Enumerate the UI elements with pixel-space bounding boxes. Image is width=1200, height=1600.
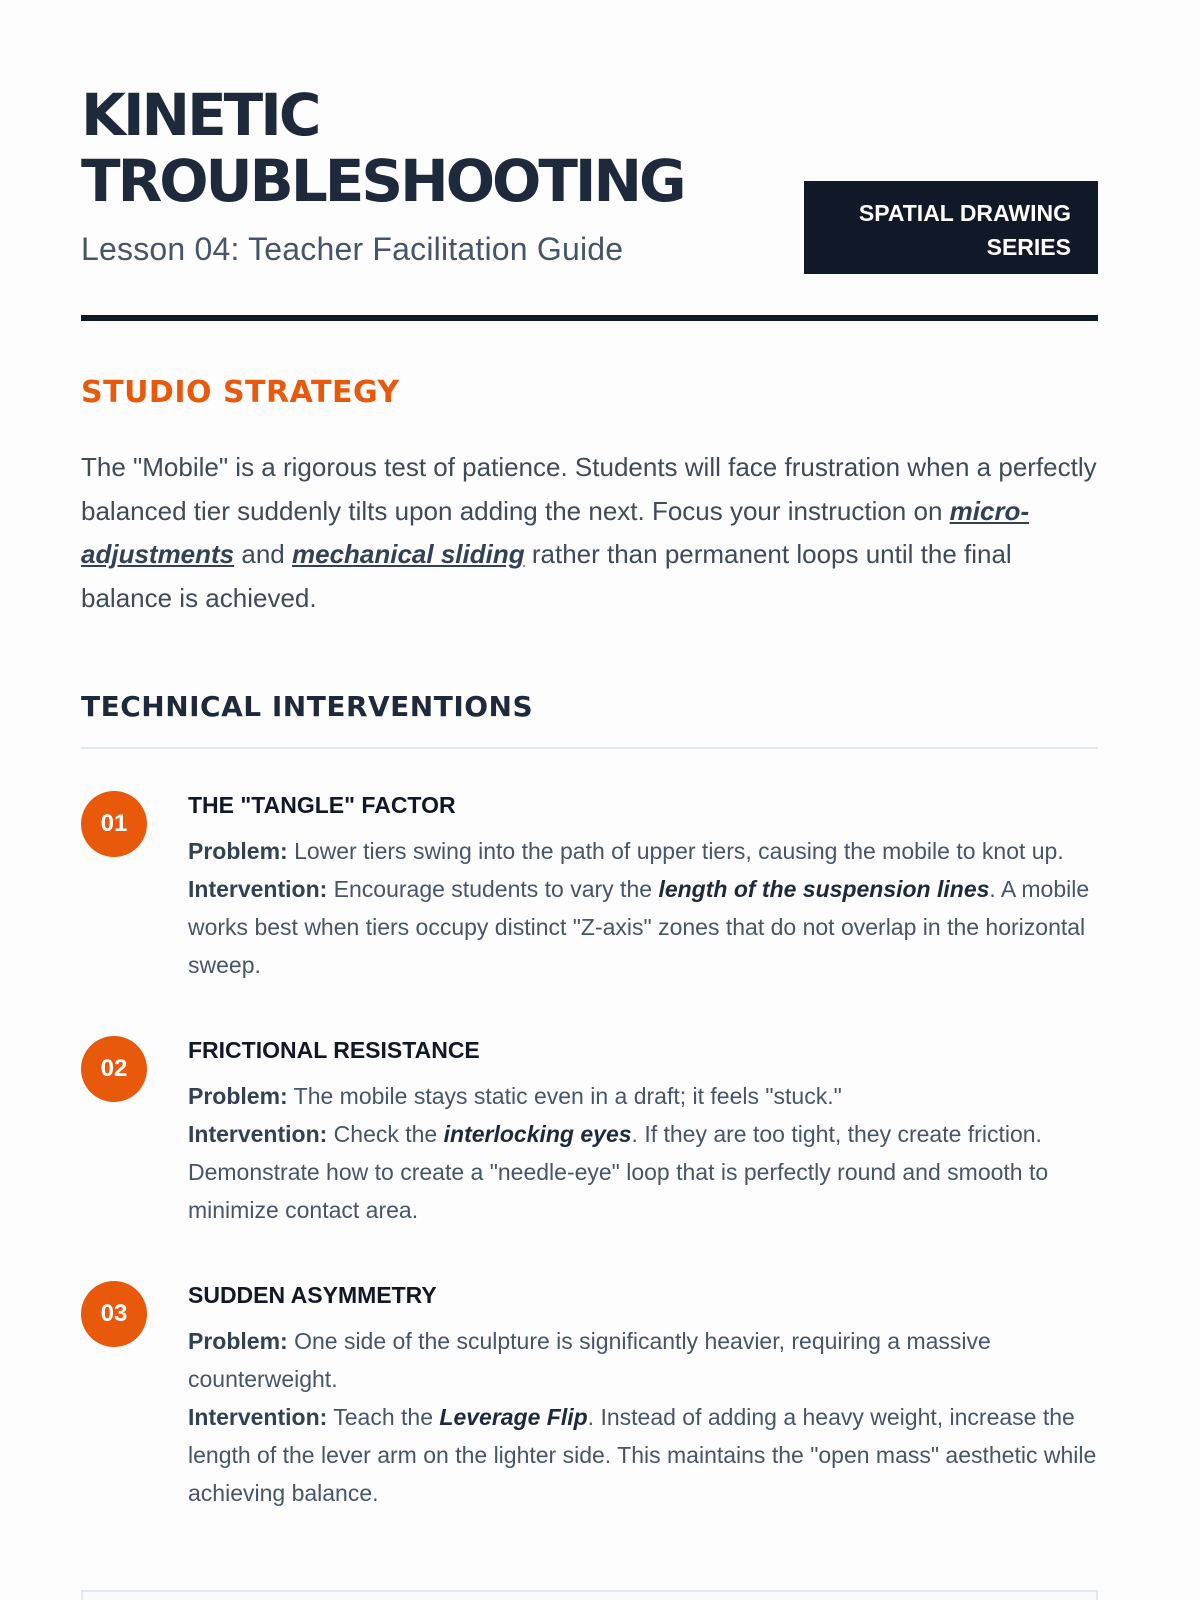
number-badge: 02 [81,1036,147,1102]
studio-strategy-text [81,446,1101,620]
title-line-2: TROUBLESHOOTING [81,147,684,215]
intervention-line [188,870,1121,984]
intervention-item [81,1280,1121,1540]
number-badge: 03 [81,1281,147,1347]
intervention-title: THE "TANGLE" FACTOR [188,792,456,818]
intervention-text-after: . A mobile works best when tiers occupy distinct "Z-axis" zones that do not overlap in the horizontal sweep. [188,876,1090,978]
intervention-highlight: length of the suspension lines [658,876,990,902]
series-badge-line-1: SPATIAL DRAWING [858,200,1071,226]
lesson-subtitle: Lesson 04: Teacher Facilitation Guide [81,231,624,267]
intervention-line [188,1115,1121,1229]
interventions-list [81,790,1121,1540]
intervention-text-before: Check the [327,1121,444,1147]
title-line-1: KINETIC [81,81,319,149]
intervention-label: Intervention: [188,876,328,902]
problem-text: One side of the sculpture is significantly heavier, requiring a massive counterweight. [188,1328,991,1392]
document-header [81,0,1098,321]
series-badge [804,181,1098,274]
intervention-item [81,790,1121,1035]
problem-label: Problem: [188,1083,288,1109]
studio-strategy-heading: STUDIO STRATEGY [81,375,400,410]
section-divider [81,747,1098,749]
problem-text: The mobile stays static even in a draft; it feels "stuck." [287,1083,842,1109]
intervention-text-before: Encourage students to vary the [327,876,659,902]
problem-text: Lower tiers swing into the path of upper tiers, causing the mobile to knot up. [287,838,1064,864]
intervention-text-after: . Instead of adding a heavy weight, increase the length of the lever arm on the lighter side. This maintains the "open mass" aesthetic while achieving balance. [188,1404,1097,1506]
intervention-item [81,1035,1121,1280]
emphasis-mechanical-sliding: mechanical sliding [291,539,525,569]
intervention-text-after: . If they are too tight, they create friction. Demonstrate how to create a "needle-eye" loop that is perfectly round and smooth to minimize contact area. [188,1121,1049,1223]
strategy-text-before: The "Mobile" is a rigorous test of patience. Students will face frustration when a perfectly balanced tier suddenly tilts upon adding the next. Focus your instruction on [81,452,1097,526]
footer-panel [81,1590,1098,1600]
document-title [81,82,684,214]
number-badge: 01 [81,791,147,857]
intervention-label: Intervention: [188,1404,328,1430]
intervention-title: FRICTIONAL RESISTANCE [188,1037,480,1063]
problem-line [188,1322,1121,1398]
intervention-highlight: interlocking eyes [443,1121,632,1147]
problem-line [188,1077,1121,1115]
strategy-text-between: and [234,539,292,569]
emphasis-micro-adjustments: micro-adjustments [81,495,1030,569]
technical-interventions-heading: TECHNICAL INTERVENTIONS [81,690,534,723]
problem-label: Problem: [188,838,288,864]
series-badge-line-2: SERIES [986,234,1071,260]
intervention-line [188,1398,1121,1512]
problem-line [188,832,1121,870]
problem-label: Problem: [188,1328,288,1354]
intervention-text-before: Teach the [327,1404,440,1430]
intervention-label: Intervention: [188,1121,328,1147]
intervention-title: SUDDEN ASYMMETRY [188,1282,437,1308]
intervention-highlight: Leverage Flip [439,1404,588,1430]
strategy-text-after: rather than permanent loops until the final balance is achieved. [81,539,1012,613]
